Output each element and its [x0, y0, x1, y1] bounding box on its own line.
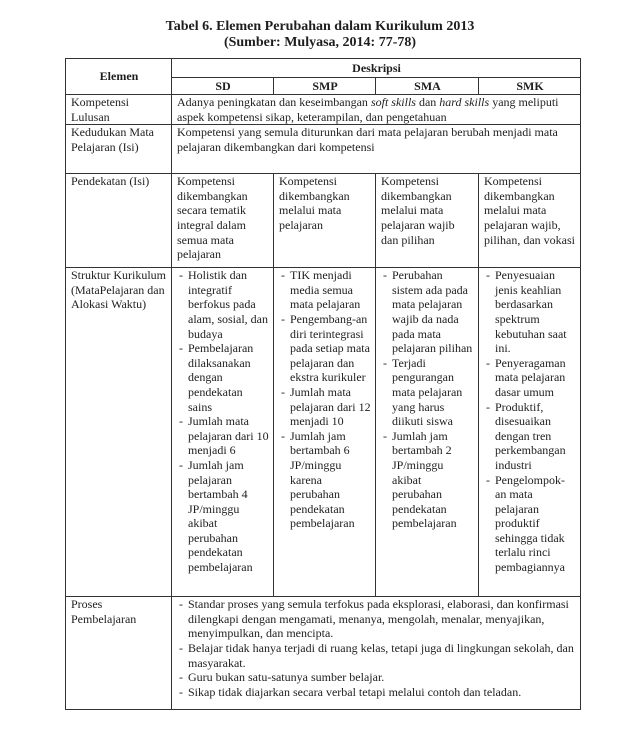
row-label: Pendekatan (Isi) — [66, 174, 172, 268]
bullet-list — [484, 268, 576, 574]
bullet-list — [279, 268, 371, 531]
table-source: (Sumber: Mulyasa, 2014: 77-78) — [223, 35, 417, 50]
bullet-list — [177, 268, 269, 574]
list-item: - Terjadi pengurangan mata pelajaran yang harus diikuti siswa — [381, 356, 474, 429]
desc-emphasis: soft skills — [370, 95, 416, 109]
bullet-list — [177, 597, 576, 699]
list-item: - Standar proses yang semula terfokus pada eksplorasi, elaborasi, dan konfirmasi dilengkapi dengan mengamati, menanya, mengolah, menalar, menyajikan, menyimpulkan, dan mencipta. — [177, 597, 576, 641]
header-elemen: Elemen — [66, 59, 172, 95]
row-label: Kedudukan Mata Pelajaran (Isi) — [66, 125, 172, 174]
list-item: - Sikap tidak diajarkan secara verbal tetapi melalui contoh dan teladan. — [177, 685, 576, 700]
list-item: - TIK menjadi media semua mata pelajaran — [279, 268, 371, 312]
cell-sma: Kompetensi dikembangkan melalui mata pelajaran wajib dan pilihan — [376, 174, 479, 268]
list-item: - Perubahan sistem ada pada mata pelajaran wajib da nada pada mata pelajaran pilihan — [381, 268, 474, 356]
list-item: - Belajar tidak hanya terjadi di ruang kelas, tetapi juga di lingkungan sekolah, dan masyarakat. — [177, 641, 576, 670]
desc-text: Adanya peningkatan dan keseimbangan — [177, 95, 371, 109]
cell-sd: Kompetensi dikembangkan secara tematik integral dalam semua mata pelajaran — [172, 174, 274, 268]
cell-smp: Kompetensi dikembangkan melalui mata pelajaran — [274, 174, 376, 268]
list-item: - Jumlah jam bertambah 2 JP/minggu akibat perubahan pendekatan pembelajaran — [381, 429, 474, 531]
desc-emphasis: hard skills — [439, 95, 490, 109]
row-description — [172, 597, 581, 710]
list-item: - Pengelompok-an mata pelajaran produktif sehingga tidak terlalu rinci pembagiannya — [484, 473, 576, 575]
list-item: - Holistik dan integratif berfokus pada alam, sosial, dan budaya — [177, 268, 269, 341]
row-label: Struktur Kurikulum (MataPelajaran dan Alokasi Waktu) — [66, 268, 172, 597]
list-item: - Jumlah jam pelajaran bertambah 4 JP/minggu akibat perubahan pendekatan pembelajaran — [177, 458, 269, 575]
table-row — [66, 174, 581, 268]
cell-sd — [172, 268, 274, 597]
table-row — [66, 125, 581, 174]
table-row — [66, 268, 581, 597]
list-item: - Penyeragaman mata pelajaran dasar umum — [484, 356, 576, 400]
header-smk: SMK — [479, 78, 581, 95]
table-row — [66, 597, 581, 710]
row-description: Kompetensi yang semula diturunkan dari mata pelajaran berubah menjadi mata pelajaran dikembangkan dari kompetensi — [172, 125, 581, 174]
list-item: - Guru bukan satu-satunya sumber belajar. — [177, 670, 576, 685]
row-label: Kompetensi Lulusan — [66, 95, 172, 125]
header-sma: SMA — [376, 78, 479, 95]
cell-smk — [479, 268, 581, 597]
cell-smk: Kompetensi dikembangkan melalui mata pelajaran wajib, pilihan, dan vokasi — [479, 174, 581, 268]
header-smp: SMP — [274, 78, 376, 95]
row-label: Proses Pembelajaran — [66, 597, 172, 710]
list-item: - Jumlah mata pelajaran dari 12 menjadi 10 — [279, 385, 371, 429]
header-deskripsi: Deskripsi — [172, 59, 581, 78]
table-title: Tabel 6. Elemen Perubahan dalam Kurikulum 2013 — [165, 19, 475, 34]
cell-sma — [376, 268, 479, 597]
header-sd: SD — [172, 78, 274, 95]
list-item: - Pengembang-an diri terintegrasi pada setiap mata pelajaran dan ekstra kurikuler — [279, 312, 371, 385]
desc-text: yang meliputi aspek kompetensi sikap, keterampilan, dan pengetahuan — [177, 95, 559, 124]
list-item: - Pembelajaran dilaksanakan dengan pendekatan sains — [177, 341, 269, 414]
curriculum-elements-table — [65, 58, 581, 710]
bullet-list — [381, 268, 474, 531]
cell-smp — [274, 268, 376, 597]
table-row — [66, 95, 581, 125]
list-item: - Penyesuaian jenis keahlian berdasarkan spektrum kebutuhan saat ini. — [484, 268, 576, 356]
desc-text: dan — [415, 95, 440, 109]
list-item: - Jumlah mata pelajaran dari 10 menjadi 6 — [177, 414, 269, 458]
list-item: - Produktif, disesuaikan dengan tren perkembangan industri — [484, 400, 576, 473]
row-description — [172, 95, 581, 125]
list-item: - Jumlah jam bertambah 6 JP/minggu karena perubahan pendekatan pembelajaran — [279, 429, 371, 531]
